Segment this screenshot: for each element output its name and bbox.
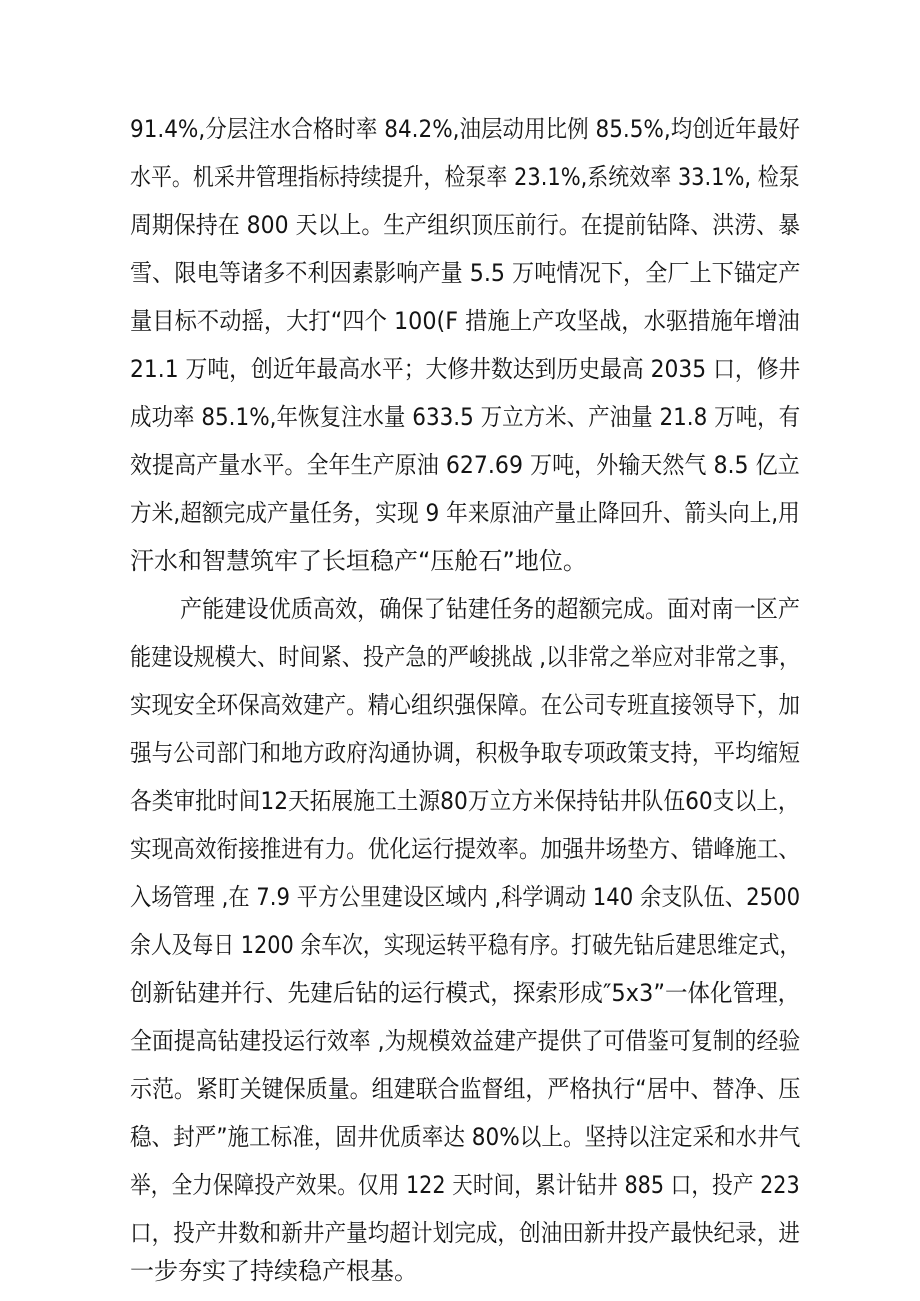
text-line: 成功率 85.1%,年恢复注水量 633.5 万立方米、产油量 21.8 万吨，有 (130, 403, 801, 431)
text-line: 方米,超额完成产量任务，实现 9 年来原油产量止降回升、箭头向上,用 (130, 499, 800, 527)
text-line: 周期保持在 800 天以上。生产组织顶压前行。在提前钻降、洪涝、暴 (130, 211, 801, 239)
text-line: 创新钻建并行、先建后钻的运行模式，探索形成″5x3”一体化管理， (130, 979, 801, 1007)
text-line: 入场管理 ,在 7.9 平方公里建设区域内 ,科学调动 140 余支队伍、2500 (130, 883, 801, 911)
text-line: 实现安全环保高效建产。精心组织强保障。在公司专班直接领导下，加 (130, 691, 800, 719)
text-line: 口，投产井数和新井产量均超计划完成，创油田新井投产最快纪录，进 (130, 1219, 800, 1247)
text-line: 各类审批时间12天拓展施工土源80万立方米保持钻井队伍60支以上， (130, 787, 800, 815)
text-line: 水平。机采井管理指标持续提升，检泵率 23.1%,系统效率 33.1%, 检泵 (130, 163, 800, 191)
text-line: 一步夯实了持续稳产根基。 (130, 1257, 418, 1285)
text-line: 举，全力保障投产效果。仅用 122 天时间，累计钻井 885 口，投产 223 (130, 1171, 800, 1199)
text-line: 量目标不动摇，大打“四个 100(F 措施上产攻坚战，水驱措施年增油 (130, 307, 800, 335)
text-line: 全面提高钻建投运行效率 ,为规模效益建产提供了可借鉴可复制的经验 (130, 1027, 801, 1055)
paragraph-first-line: 产能建设优质高效，确保了钻建任务的超额完成。面对南一区产 (180, 595, 800, 623)
text-line: 实现高效衔接推进有力。优化运行提效率。加强井场垫方、错峰施工、 (130, 835, 800, 863)
text-line: 示范。紧盯关键保质量。组建联合监督组，严格执行“居中、替净、压 (130, 1075, 801, 1103)
text-line: 21.1 万吨，创近年最高水平；大修井数达到历史最高 2035 口，修井 (130, 355, 801, 383)
text-line: 强与公司部门和地方政府沟通协调，积极争取专项政策支持，平均缩短 (130, 739, 800, 767)
text-line: 汗水和智慧筑牢了长垣稳产“压舱石”地位。 (130, 547, 587, 575)
text-line: 余人及每日 1200 余车次，实现运转平稳有序。打破先钻后建思维定式， (130, 931, 801, 959)
text-line: 能建设规模大、时间紧、投产急的严峻挑战 ,以非常之举应对非常之事， (130, 643, 801, 671)
text-line: 雪、限电等诸多不利因素影响产量 5.5 万吨情况下，全厂上下锚定产 (130, 259, 801, 287)
text-line: 效提高产量水平。全年生产原油 627.69 万吨，外输天然气 8.5 亿立 (130, 451, 800, 479)
text-line: 稳、封严”施工标准，固井优质率达 80%以上。坚持以注定采和水井气 (130, 1123, 801, 1151)
text-line: 91.4%,分层注水合格时率 84.2%,油层动用比例 85.5%,均创近年最好 (130, 115, 800, 143)
